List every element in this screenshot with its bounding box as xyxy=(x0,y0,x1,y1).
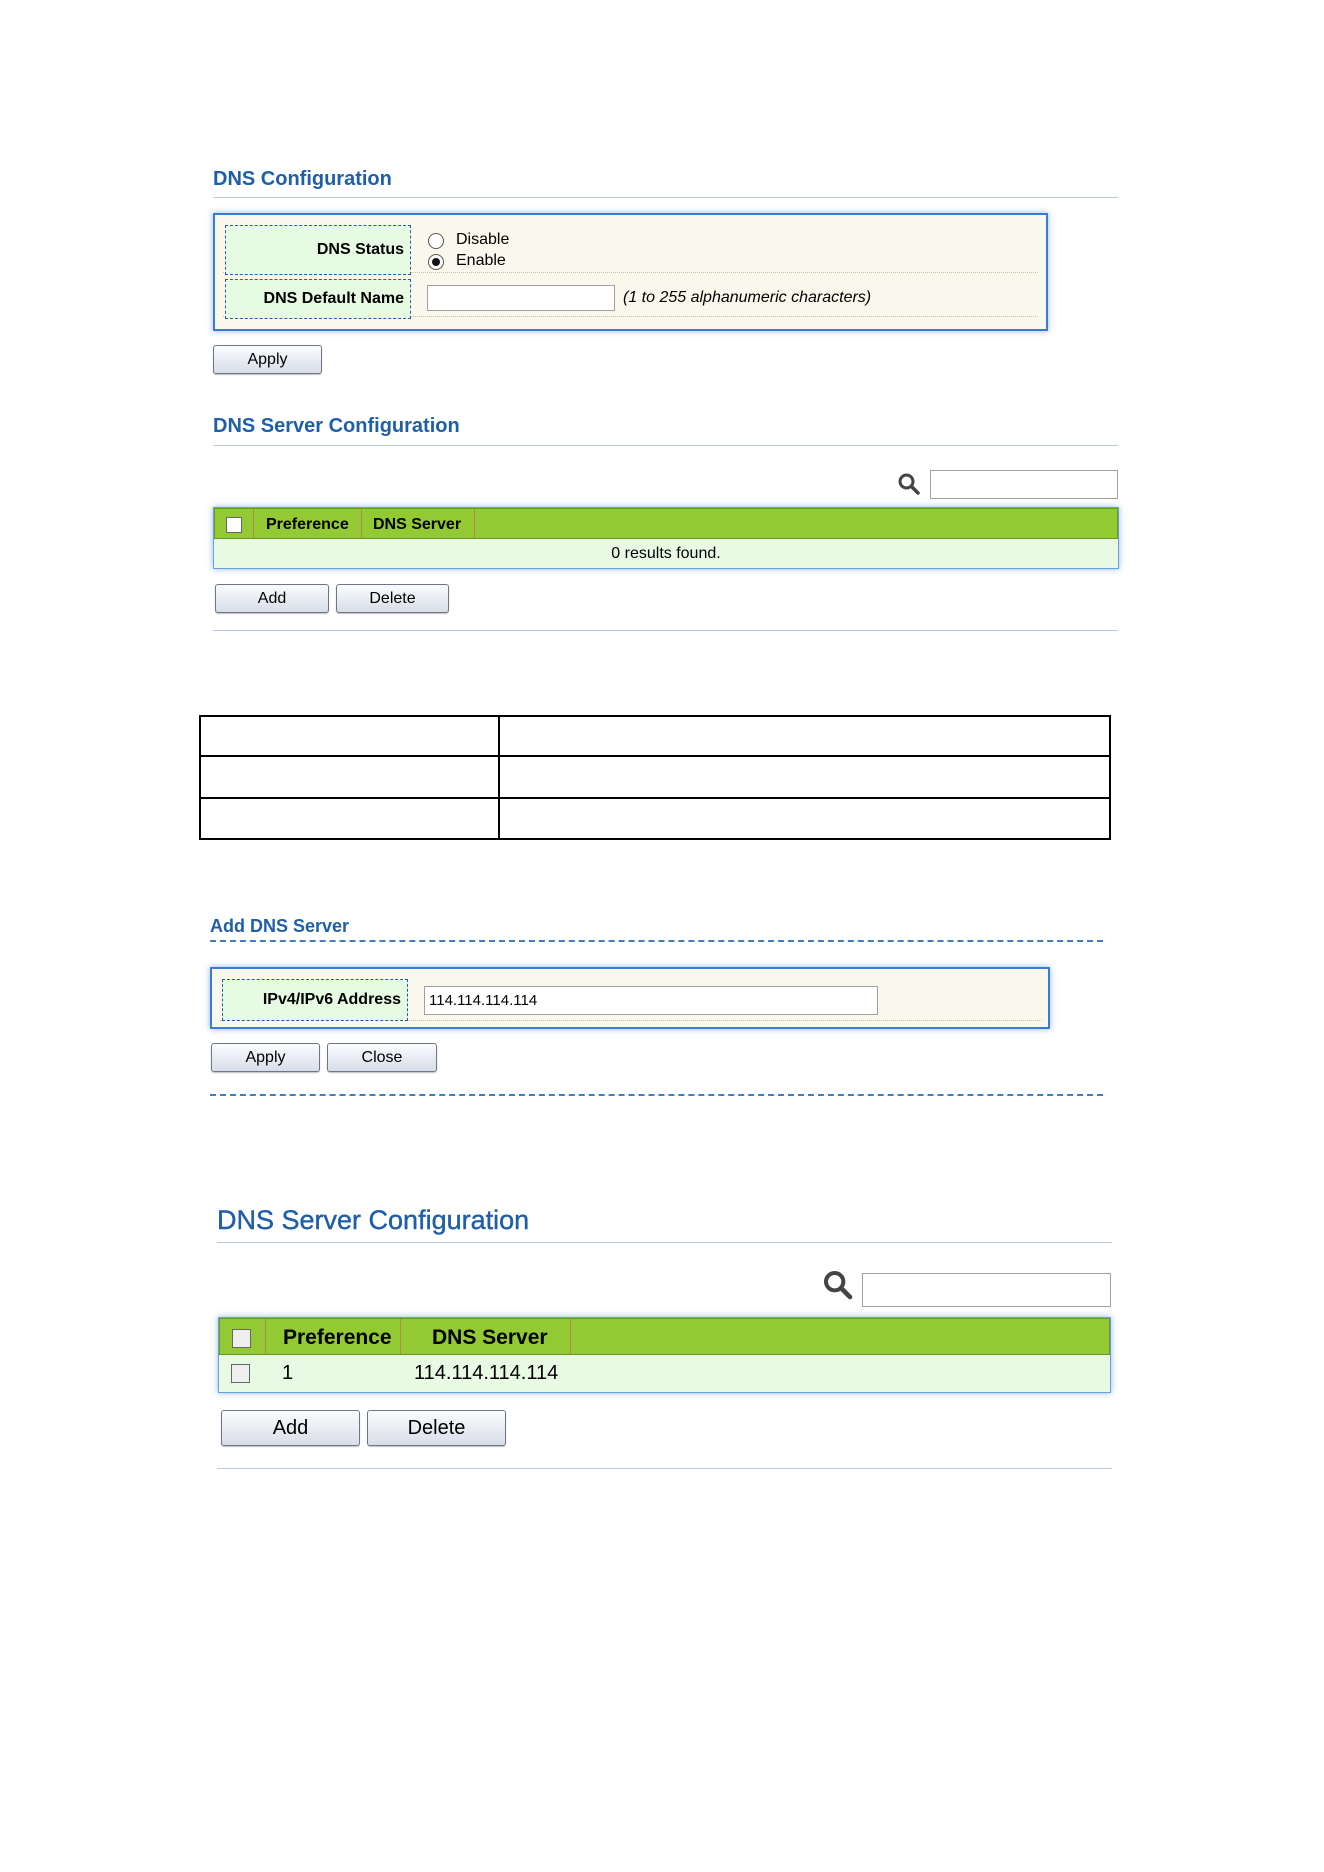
dns-config-title: DNS Configuration xyxy=(213,168,392,190)
dns-server-delete-button[interactable]: Delete xyxy=(336,584,449,613)
add-dns-server-close-button[interactable]: Close xyxy=(327,1043,437,1072)
dns-status-disable-radio[interactable] xyxy=(428,233,444,249)
dns-server-add-button-large[interactable]: Add xyxy=(221,1410,360,1446)
header-separator xyxy=(474,509,475,538)
table-cell xyxy=(200,798,499,839)
table-cell xyxy=(499,798,1110,839)
dns-server-config-title: DNS Server Configuration xyxy=(213,415,460,437)
add-dns-server-bottom-divider xyxy=(210,1094,1103,1096)
dns-server-table-header xyxy=(214,508,1118,539)
dns-status-label: DNS Status xyxy=(225,225,411,275)
dns-server-config-large-divider xyxy=(217,1242,1112,1243)
dns-server-config-large-bottom-divider xyxy=(217,1468,1112,1469)
add-dns-server-apply-button[interactable]: Apply xyxy=(211,1043,320,1072)
blank-table xyxy=(199,715,1111,840)
header-separator xyxy=(400,1319,401,1354)
column-dns-server[interactable]: DNS Server xyxy=(373,515,462,533)
table-cell xyxy=(499,756,1110,797)
search-icon[interactable] xyxy=(822,1269,854,1301)
add-dns-server-top-divider xyxy=(210,940,1103,942)
dns-config-apply-button[interactable]: Apply xyxy=(213,345,322,374)
dns-server-search-input[interactable] xyxy=(930,470,1118,499)
row-preference: 1 xyxy=(282,1362,294,1384)
dns-config-panel xyxy=(213,213,1048,331)
table-cell xyxy=(200,756,499,797)
empty-results-message: 0 results found. xyxy=(611,545,721,562)
dns-server-table-body xyxy=(214,539,1118,568)
header-separator xyxy=(361,509,362,538)
header-separator xyxy=(253,509,254,538)
dns-server-config-divider xyxy=(213,445,1118,446)
dns-server-delete-button-large[interactable]: Delete xyxy=(367,1410,506,1446)
select-all-checkbox[interactable] xyxy=(226,517,242,533)
add-dns-server-panel xyxy=(210,967,1050,1029)
search-icon[interactable] xyxy=(897,472,921,496)
dns-config-divider xyxy=(213,197,1118,198)
select-all-checkbox[interactable] xyxy=(232,1329,251,1348)
header-separator xyxy=(570,1319,571,1354)
row-checkbox[interactable] xyxy=(231,1364,250,1383)
dns-status-disable-label[interactable]: Disable xyxy=(456,231,510,248)
address-label: IPv4/IPv6 Address xyxy=(222,979,408,1021)
dns-server-table-large xyxy=(218,1317,1111,1393)
dns-status-enable-radio[interactable] xyxy=(428,254,444,270)
dns-default-name-hint: (1 to 255 alphanumeric characters) xyxy=(623,289,872,306)
dns-server-add-button[interactable]: Add xyxy=(215,584,329,613)
column-preference[interactable]: Preference xyxy=(283,1325,392,1349)
column-dns-server[interactable]: DNS Server xyxy=(432,1325,548,1349)
dns-server-config-title-large: DNS Server Configuration xyxy=(217,1205,530,1235)
dns-server-search-input-large[interactable] xyxy=(862,1273,1111,1307)
dns-default-name-input[interactable] xyxy=(427,285,615,311)
add-dns-server-title: Add DNS Server xyxy=(210,916,350,936)
column-preference[interactable]: Preference xyxy=(266,515,349,533)
dns-server-config-bottom-divider xyxy=(213,630,1118,631)
address-input[interactable] xyxy=(424,986,878,1015)
dns-default-name-label: DNS Default Name xyxy=(225,279,411,319)
table-cell xyxy=(499,716,1110,756)
header-separator xyxy=(265,1319,266,1354)
table-row[interactable] xyxy=(219,1355,1110,1392)
dns-server-table xyxy=(213,507,1119,569)
table-cell xyxy=(200,716,499,756)
dns-server-table-large-header xyxy=(219,1318,1110,1355)
dns-status-enable-label[interactable]: Enable xyxy=(456,252,506,269)
row-dns-server: 114.114.114.114 xyxy=(414,1362,559,1384)
